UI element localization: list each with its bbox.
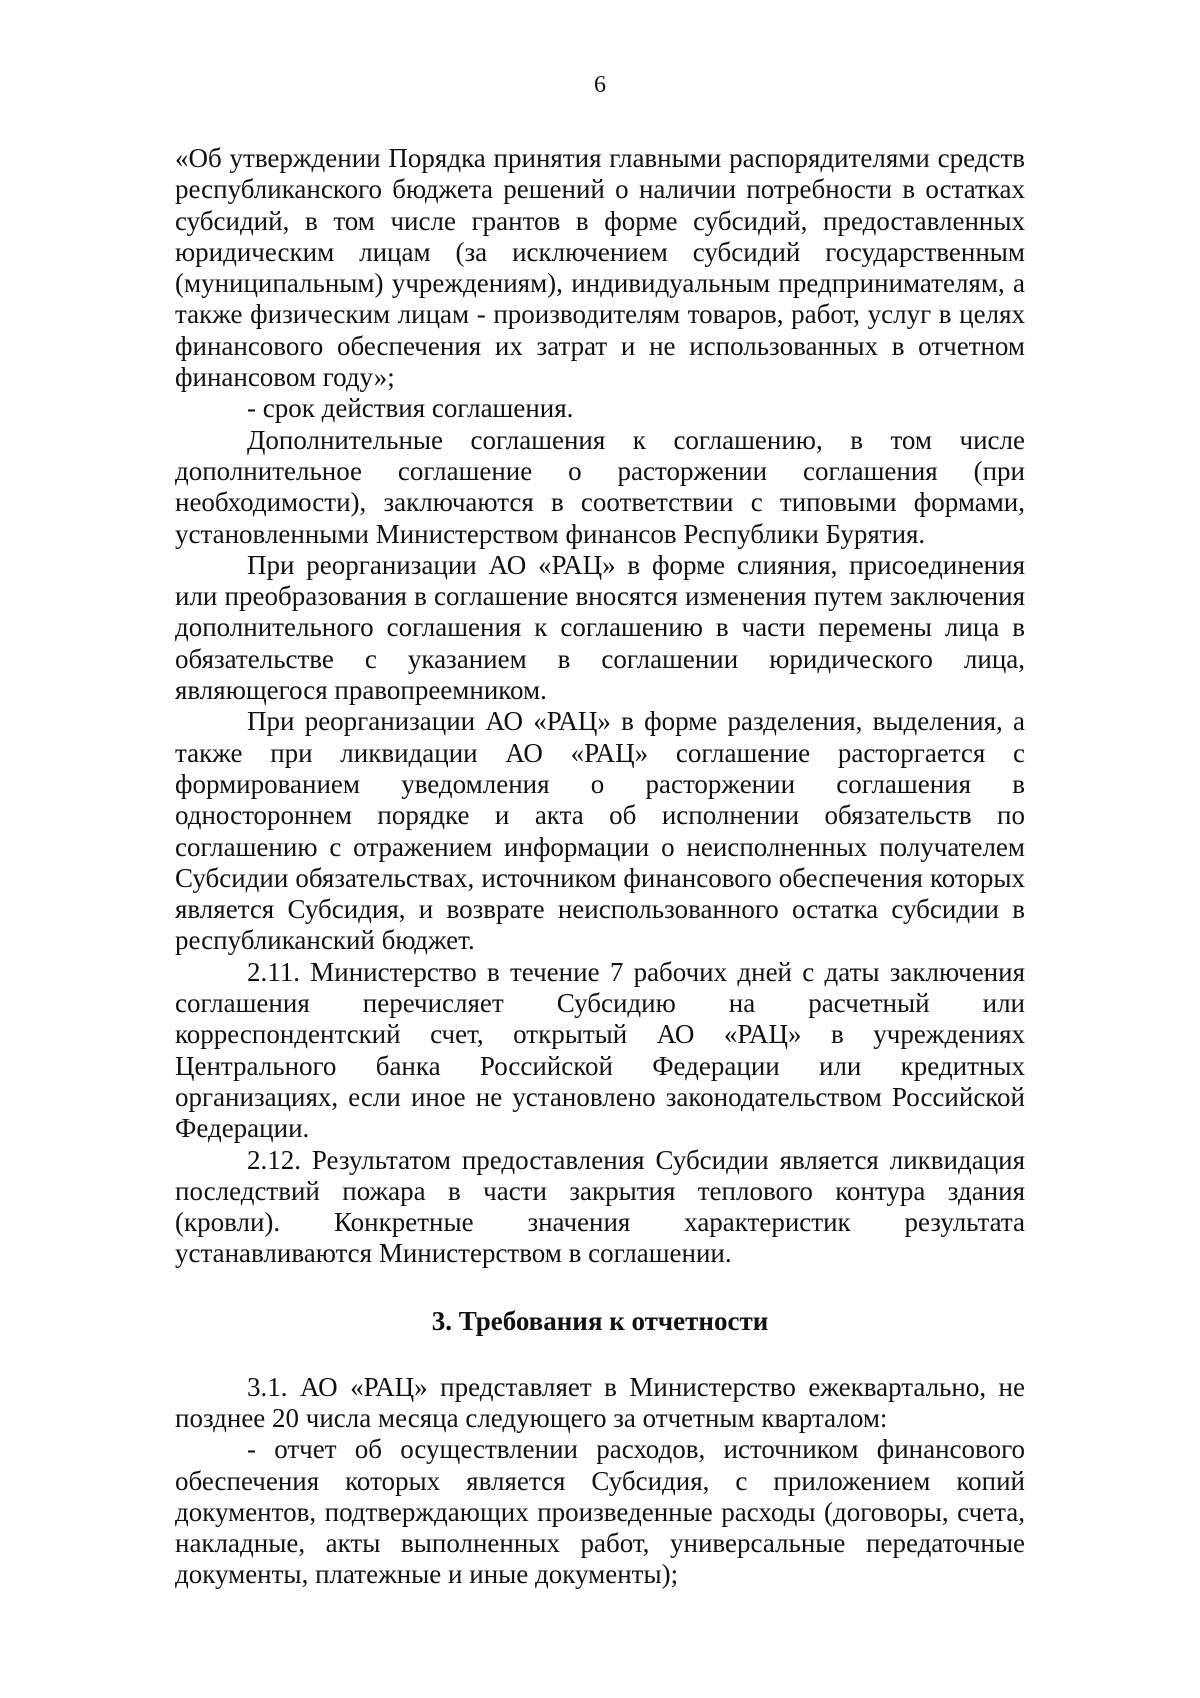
paragraph-additional-agreements: Дополнительные соглашения к соглашению, в том числе дополнительное соглашение о расторжении соглашения (при необходимости), заключаются в соответствии с типовыми формами, установленными Министерством финансов Республики Бурятия.	[175, 424, 1025, 549]
page-number: 6	[594, 72, 606, 98]
section-heading: 3. Требования к отчетности	[431, 1305, 769, 1336]
document-body	[175, 143, 1025, 1591]
paragraph-2-11: 2.11. Министерство в течение 7 рабочих дней с даты заключения соглашения перечисляет Субсидию на расчетный или корреспондентский счет, открытый АО «РАЦ» в учреждениях Центрального банка Российской Федерации или кредитных организациях, если иное не установлено законодательством Российской Федерации.	[175, 956, 1025, 1144]
paragraph-expense-report: - отчет об осуществлении расходов, источником финансового обеспечения которых является Субсидия, с приложением копий документов, подтверждающих произведенные расходы (договоры, счета, накладные, акты выполненных работ, универсальные передаточные документы, платежные и иные документы);	[175, 1434, 1025, 1590]
paragraph-reorganization-merger: При реорганизации АО «РАЦ» в форме слияния, присоединения или преобразования в соглашение вносятся изменения путем заключения дополнительного соглашения к соглашению в части перемены лица в обязательстве с указанием в соглашении юридического лица, являющегося правопреемником.	[175, 549, 1025, 706]
paragraph-reorganization-division: При реорганизации АО «РАЦ» в форме разделения, выделения, а также при ликвидации АО «РАЦ» соглашение расторгается с формированием уведомления о расторжении соглашения в одностороннем порядке и акта об исполнении обязательств по соглашению с отражением информации о неисполненных получателем Субсидии обязательствах, источником финансового обеспечения которых является Субсидия, и возврате неиспользованного остатка субсидии в республиканский бюджет.	[175, 706, 1025, 956]
paragraph-3-1: 3.1. АО «РАЦ» представляет в Министерство ежеквартально, не позднее 20 числа месяца следующего за отчетным кварталом:	[175, 1371, 1025, 1433]
paragraph-2-12: 2.12. Результатом предоставления Субсидии является ликвидация последствий пожара в части закрытия теплового контура здания (кровли). Конкретные значения характеристик результата устанавливаются Министерством в соглашении.	[175, 1144, 1025, 1269]
paragraph-agreement-term: - срок действия соглашения.	[247, 393, 574, 424]
paragraph-resolution-title: «Об утверждении Порядка принятия главными распорядителями средств республиканского бюджета решений о наличии потребности в остатках субсидий, в том числе грантов в форме субсидий, предоставленных юридическим лицам (за исключением субсидий государственным (муниципальным) учреждениям), индивидуальным предпринимателям, а также физическим лицам - производителям товаров, работ, услуг в целях финансового обеспечения их затрат и не использованных в отчетном финансовом году»;	[175, 143, 1025, 393]
